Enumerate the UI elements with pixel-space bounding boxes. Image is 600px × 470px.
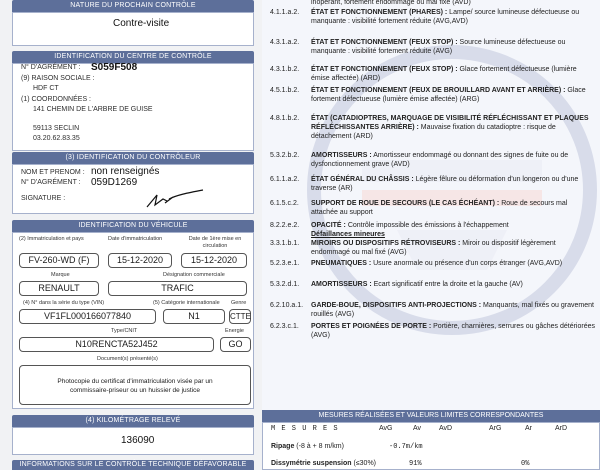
controller-header: (3) IDENTIFICATION DU CONTRÔLEUR	[12, 152, 254, 164]
defect-code: 6.1.5.c.2.	[270, 200, 299, 207]
energy-box: GO	[220, 337, 251, 352]
company-label: (9) RAISON SOCIALE :	[21, 75, 95, 82]
defects-subheading: Défaillances mineures	[311, 231, 385, 238]
address-label: (1) COORDONNÉES :	[21, 96, 92, 103]
defect-description: Lampe/ source lumineuse défectueuse ou manquante : visibilité fortement réduite (AVG,AVD)	[311, 9, 580, 26]
col-ar: Ar	[525, 425, 532, 432]
measures-title: M E S U R E S	[271, 425, 339, 433]
defect-title: SUPPORT DE ROUE DE SECOURS (LE CAS ÉCHÉANT) :	[311, 200, 500, 207]
defect-title: PNEUMATIQUES :	[311, 260, 372, 267]
defect-title: MIROIRS OU DISPOSITIFS RÉTROVISEURS :	[311, 240, 461, 247]
col-avd: AvD	[439, 425, 453, 432]
defect-description: Manquants, mal fixés ou gravement rouillés (AVG)	[311, 302, 594, 319]
ripage-label-wrap	[271, 443, 344, 450]
plate-caption: (2) Immatriculation et pays	[19, 236, 84, 242]
defect-description: Ecart significatif entre la droite et la gauche (AV)	[371, 281, 523, 288]
address-line-2: 59113 SECLIN	[33, 125, 80, 132]
model-box: TRAFIC	[108, 281, 247, 296]
col-arg: ArG	[489, 425, 502, 432]
defect-code: 3.3.1.b.1.	[270, 240, 300, 247]
controller-agreement-value: 059D1269	[91, 177, 138, 188]
genre-caption: Genre	[231, 300, 247, 306]
defect-description: inopérant, fortement endommagé ou mal fixé (AVD)	[311, 0, 471, 6]
defect-text	[311, 151, 596, 169]
defect-text	[311, 239, 596, 257]
defect-code: 4.3.1.b.2.	[270, 66, 300, 73]
plate-box: FV-260-WD (F)	[19, 253, 99, 268]
defect-title: GARDE-BOUE, DISPOSITIFS ANTI-PROJECTIONS :	[311, 302, 482, 309]
defect-text	[311, 86, 596, 104]
address-line-1: 141 CHEMIN DE L'ARBRE DE GUISE	[33, 106, 153, 113]
defect-code: 4.3.1.a.2.	[270, 39, 300, 46]
dissymetry-ar: 0%	[521, 460, 530, 468]
center-agreement-value: S059F508	[91, 62, 138, 73]
defect-text	[311, 259, 596, 268]
mileage-header: (4) KILOMÉTRAGE RELEVÉ	[12, 415, 254, 427]
col-avg: AvG	[379, 425, 393, 432]
center-header: IDENTIFICATION DU CENTRE DE CONTRÔLE	[12, 51, 254, 63]
defect-text	[311, 175, 596, 193]
defect-code: 4.8.1.b.2.	[270, 115, 300, 122]
measures-header: MESURES RÉALISÉES ET VALEURS LIMITES CORRESPONDANTES	[262, 410, 600, 422]
defect-code: 6.2.10.a.1.	[270, 302, 304, 309]
defect-code: 5.3.2.b.2.	[270, 152, 300, 159]
defect-title: OPACITÉ :	[311, 222, 346, 229]
dissymetry-label-wrap	[271, 460, 376, 467]
next-visit-header: NATURE DU PROCHAIN CONTRÔLE	[12, 0, 254, 12]
ripage-value: -0.7m/km	[389, 443, 423, 451]
defect-description: Mauvaise fixation du catadioptre : risque de détachement (ARD)	[311, 124, 556, 141]
category-box: N1	[163, 309, 225, 324]
docs-box	[19, 365, 251, 405]
phone: 03.20.62.83.35	[33, 135, 80, 142]
defect-title: ÉTAT GÉNÉRAL DU CHÂSSIS :	[311, 176, 414, 183]
next-visit-value: Contre-visite	[113, 18, 170, 29]
dissymetry-av: 91%	[409, 460, 422, 468]
defect-title: ÉTAT (CATADIOPTRES, MARQUAGE DE VISIBILITÉ RÉFLÉCHISSANT ET PLAQUES RÉFLÉCHISSANTES ARRIÈRE) :	[311, 115, 589, 132]
defect-text	[311, 199, 596, 217]
energy-caption: Energie	[225, 328, 244, 334]
defect-title: PORTES ET POIGNÉES DE PORTE :	[311, 323, 432, 330]
defect-title: ÉTAT ET FONCTIONNEMENT (FEUX STOP) :	[311, 66, 458, 73]
center-panel	[12, 63, 254, 151]
company-value: HDF CT	[33, 85, 59, 92]
circ-date-box: 15-12-2020	[181, 253, 247, 268]
left-column	[0, 0, 262, 470]
docs-text-1: Photocopie du certificat d'immatriculation visée par un	[57, 378, 213, 385]
controller-name-value: non renseignés	[91, 166, 160, 177]
signature-label: SIGNATURE :	[21, 195, 66, 202]
controller-panel	[12, 164, 254, 214]
defect-description: Glace fortement défectueuse (lumière émise affectée) (ARD)	[311, 66, 577, 83]
type-box: N10RENCTA52J452	[19, 337, 214, 352]
defect-title: ÉTAT ET FONCTIONNEMENT (FEUX STOP) :	[311, 39, 458, 46]
col-ard: ArD	[555, 425, 568, 432]
dissymetry-label: Dissymétrie suspension	[271, 460, 352, 467]
defect-code: 5.3.2.d.1.	[270, 281, 300, 288]
defect-text	[311, 221, 596, 230]
col-av: Av	[413, 425, 422, 432]
signature-mark	[143, 187, 223, 211]
reg-date-box: 15-12-2020	[108, 253, 172, 268]
defect-code: 5.2.3.e.1.	[270, 260, 300, 267]
defect-description: Roue de secours mal attachée au support	[311, 200, 568, 217]
reg-date-caption: Date d'immatriculation	[108, 236, 163, 242]
defect-description: Source lumineuse défectueuse ou manquante : visibilité fortement réduite (AVG)	[311, 39, 566, 56]
controller-name-label: NOM ET PRENOM :	[21, 169, 85, 176]
mileage-panel	[12, 427, 254, 455]
defect-description: Usure anormale ou présence d'un corps étranger (AVG,AVD)	[371, 260, 563, 267]
defect-description: Contrôle impossible des émissions à l'échappement	[345, 222, 509, 229]
defect-description: Glace fortement défectueuse (lumière émise affectée) (ARG)	[311, 87, 586, 104]
next-visit-panel	[12, 12, 254, 46]
brand-box: RENAULT	[19, 281, 99, 296]
mileage-value: 136090	[121, 435, 155, 446]
defect-description: Portière, charnières, serrures ou gâches détériorées (AVG)	[311, 323, 595, 340]
brand-caption: Marque	[51, 272, 70, 278]
circ-date-caption: Date de 1ère mise en circulation	[188, 236, 242, 249]
defect-text	[311, 0, 596, 7]
type-caption: Type/CNIT	[111, 328, 138, 334]
vin-caption: (4) N° dans la série du type (VIN)	[23, 300, 105, 306]
defect-code: 4.5.1.b.2.	[270, 87, 300, 94]
defects-column	[262, 0, 600, 470]
defect-text	[311, 8, 596, 26]
docs-text-2: commissaire-priseur ou un huissier de justice	[69, 387, 201, 394]
defect-code: 6.2.3.c.1.	[270, 323, 299, 330]
defect-text	[311, 301, 596, 319]
model-caption: Désignation commerciale	[163, 272, 225, 278]
defect-description: Légère fêlure ou déformation d'un longeron ou d'une traverse (AR)	[311, 176, 579, 193]
vin-box: VF1FL000166077840	[19, 309, 156, 324]
category-caption: (5) Catégorie internationale	[153, 300, 220, 306]
defect-code: 4.1.1.a.2.	[270, 9, 300, 16]
defect-description: Miroir ou dispositif légèrement endommagé ou mal fixé (AVG)	[311, 240, 556, 257]
defect-text	[311, 65, 596, 83]
ripage-label: Ripage	[271, 443, 295, 450]
defect-title: AMORTISSEURS :	[311, 152, 372, 159]
defect-text	[311, 322, 596, 340]
defect-text	[311, 38, 596, 56]
defect-title: ÉTAT ET FONCTIONNEMENT (FEUX DE BROUILLARD AVANT ET ARRIÈRE) :	[311, 87, 566, 94]
vehicle-panel	[12, 232, 254, 409]
unfavorable-info-header: INFORMATIONS SUR LE CONTRÔLE TECHNIQUE DÉFAVORABLE	[12, 460, 254, 470]
defect-description: Amortisseur endommagé ou donnant des signes de fuite ou de dysfonctionnement grave (AVD)	[311, 152, 569, 169]
defect-text	[311, 280, 596, 289]
ripage-limits: (-8 à + 8 m/km)	[296, 443, 344, 450]
genre-box: CTTE	[229, 309, 251, 324]
defect-title: AMORTISSEURS :	[311, 281, 372, 288]
dissymetry-limits: (≤30%)	[353, 460, 376, 467]
defect-code: 6.1.1.a.2.	[270, 176, 300, 183]
defect-text	[311, 114, 596, 142]
defect-title: ÉTAT ET FONCTIONNEMENT (PHARES) :	[311, 9, 448, 16]
center-agreement-label: N° D'AGRÉMENT :	[21, 64, 81, 71]
measures-table	[262, 422, 600, 470]
defect-code: 8.2.2.e.2.	[270, 222, 300, 229]
docs-caption: Document(s) présenté(s)	[97, 356, 158, 362]
controller-agreement-label: N° D'AGRÉMENT :	[21, 179, 81, 186]
vehicle-header: IDENTIFICATION DU VÉHICULE	[12, 220, 254, 232]
